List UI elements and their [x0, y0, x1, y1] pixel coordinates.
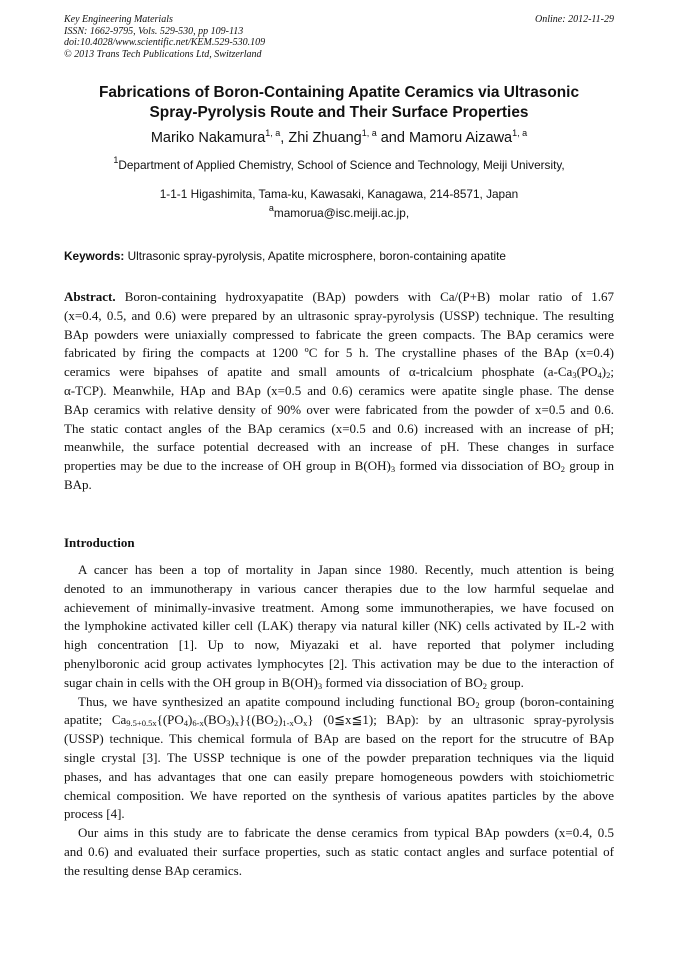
intro-line: apatite; $Ca_{9.5+0.5x}\{(PO_4)_{6-x}(BO_3)_x\}\{(BO_2)_{1-x}O_x\}$ (0≦x≦1); BAp): by an ultrasonic spray-pyrolysis	[64, 712, 614, 729]
intro-line: chemical composition. We have reported on the synthesis of various apatites particles by the above	[64, 787, 614, 803]
affiliation-address: 1-1-1 Higashimita, Tama-ku, Kawasaki, Kanagawa, 214-8571, Japan	[159, 187, 519, 201]
keywords-text: Ultrasonic spray-pyrolysis, Apatite microsphere, boron-containing apatite	[124, 249, 506, 263]
abstract-line: fabricated by firing the compacts at 1200 ºC for 5 h. The crystalline phases of the BAp (x=0.4)	[64, 345, 614, 361]
issn-line: ISSN: 1662-9795, Vols. 529-530, pp 109-113	[64, 25, 244, 37]
journal-header	[64, 14, 614, 60]
abstract-line: BAp powders were uniaxially compressed to fabricate the green compacts. The BAp ceramics were	[64, 326, 614, 342]
intro-line: sugar chain in cells with the OH group in $B(OH)_3$ formed via dissociation of $BO_2$ group.	[64, 674, 524, 691]
intro-line: high concentration [1]. Up to now, Miyazaki et al. have reported that polymer including	[64, 637, 614, 653]
abstract	[64, 288, 614, 495]
abstract-line: ceramics were bipahses of apatite and small amounts of α-tricalcium phosphate ($a-Ca_3(PO_4)_2$;	[64, 364, 614, 381]
abstract-line: The static contact angles of the BAp ceramics (x=0.5 and 0.6) increased with an increase of pH;	[64, 420, 614, 436]
author-sep-2: and	[376, 130, 409, 146]
affiliation-department	[64, 155, 614, 172]
intro-line: Thus, we have synthesized an apatite compound including functional $BO_2$ group (boron-containing	[78, 693, 614, 710]
affiliation-number: 1	[113, 155, 119, 165]
email-text: mamorua@isc.meiji.ac.jp,	[273, 206, 410, 220]
intro-line: denoted to an immunotherapy in various cancer therapies due to the low harmful sequelae and	[64, 580, 614, 596]
abstract-line: α-TCP). Meanwhile, HAp and BAp (x=0.5 and 0.6) ceramics were apatite single phase. The dense	[64, 382, 614, 398]
abstract-line: BAp.	[64, 476, 92, 492]
copyright-line: © 2013 Trans Tech Publications Ltd, Switzerland	[64, 48, 262, 60]
keywords-label: Keywords:	[64, 249, 125, 263]
title-line-1: Fabrications of Boron-Containing Apatite Ceramics via Ultrasonic	[98, 84, 580, 101]
title-line-2: Spray-Pyrolysis Route and Their Surface Properties	[149, 104, 529, 121]
author-3-affil: 1, a	[512, 128, 528, 138]
author-sep-1: ,	[280, 130, 289, 146]
abstract-line: BAp ceramics with relative density of 90% over were fabricated from the powder of x=0.5 and 0.6.	[64, 401, 614, 417]
affiliation-email	[64, 203, 614, 220]
section-heading-introduction: Introduction	[64, 535, 135, 550]
author-list	[64, 129, 614, 147]
introduction-body	[64, 561, 614, 881]
intro-line: A cancer has been a top of mortality in Japan since 1980. Recently, much attention is being	[78, 562, 614, 577]
doi-line: doi:10.4028/www.scientific.net/KEM.529-530.109	[64, 37, 266, 48]
intro-line: single crystal [3]. The USSP technique is one of the powder preparation techniques via the liquid	[64, 749, 614, 765]
author-1-affil: 1, a	[265, 128, 281, 138]
abstract-line: Abstract. Boron-containing hydroxyapatite (BAp) powders with Ca/(P+B) molar ratio of 1.67	[64, 289, 614, 304]
intro-line: (USSP) technique. This chemical formula of BAp are based on the report for the strucutre of BAp	[64, 731, 614, 747]
journal-name: Key Engineering Materials	[64, 14, 173, 25]
intro-line: phenylboronic acid group activates lymphocytes [2]. This activation may be due to the interaction of	[64, 655, 614, 671]
intro-line: and 0.6) and evaluated their surface properties, such as static contact angles and surface potential of	[64, 843, 614, 859]
intro-line: phases, and has advantages that one can easily prepare homogeneous powders with stoichiometric	[64, 768, 614, 784]
paper-title	[64, 83, 614, 123]
intro-line: Our aims in this study are to fabricate the dense ceramics from typical BAp powders (x=0.4, 0.5	[78, 825, 614, 841]
author-3: Mamoru Aizawa	[408, 130, 513, 146]
department-text: Department of Applied Chemistry, School of Science and Technology, Meiji University,	[118, 158, 565, 172]
intro-line: achievement of minimally-invasive treatment. Among some immunotherapies, we have focused on	[64, 599, 614, 615]
abstract-line: meanwhile, the surface potential decreased with an increase of pH. These changes in surface	[64, 439, 614, 455]
intro-line: the resulting dense BAp ceramics.	[64, 862, 242, 878]
author-2: Zhi Zhuang	[288, 130, 362, 146]
email-marker: a	[268, 203, 274, 213]
abstract-line: properties may be due to the increase of OH group in $B(OH)_3$ formed via dissociation of $BO_2$ group in	[64, 458, 614, 475]
keywords	[64, 249, 614, 263]
abstract-label: Abstract.	[64, 289, 116, 304]
author-1: Mariko Nakamura	[150, 130, 266, 146]
abstract-line: (x=0.4, 0.5, and 0.6) were prepared by an ultrasonic spray-pyrolysis (USSP) technique. The resulting	[64, 307, 614, 323]
intro-line: the lymphokine activated killer cell (LAK) therapy via natural killer (NK) cells activated by IL-2 with	[64, 618, 614, 634]
intro-line: process [4].	[64, 806, 125, 822]
online-date: Online: 2012-11-29	[535, 14, 614, 25]
author-2-affil: 1, a	[361, 128, 377, 138]
